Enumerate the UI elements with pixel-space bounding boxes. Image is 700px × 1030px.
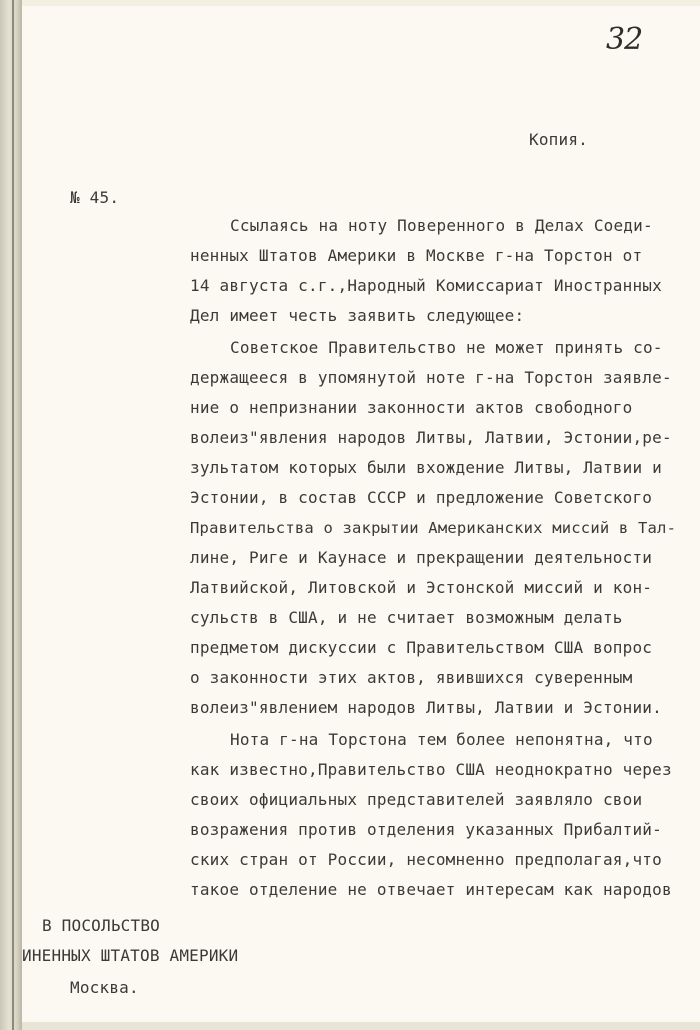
- body-line: такое отделение не отвечает интересам как народов: [190, 880, 672, 899]
- body-line: ненных Штатов Америки в Москве г-на Торстон от: [190, 246, 643, 265]
- body-line: предметом дискуссии с Правительством США вопрос: [190, 638, 653, 657]
- body-line: Советское Правительство не может принять со-: [230, 338, 663, 357]
- body-line: Нота г-на Торстона тем более непонятна, что: [230, 730, 653, 749]
- body-line: Эстонии, в состав СССР и предложение Советского: [190, 488, 653, 507]
- handwritten-page-number: 32: [606, 22, 643, 57]
- binding-line: [12, 0, 14, 1030]
- body-line: сульств в США, и не считает возможным делать: [190, 608, 623, 627]
- body-line: волеиз"явления народов Литвы, Латвии, Эстонии,ре-: [190, 428, 672, 447]
- binding-edge: [0, 0, 22, 1030]
- body-line: лине, Риге и Каунасе и прекращении деятельности: [190, 548, 653, 567]
- body-line: держащееся в упомянутой ноте г-на Торстон заявле-: [190, 368, 672, 387]
- body-line: волеиз"явлением народов Литвы, Латвии и Эстонии.: [190, 698, 662, 717]
- address-line-country: ИНЕННЫХ ШТАТОВ АМЕРИКИ: [22, 946, 239, 965]
- body-line: Латвийской, Литовской и Эстонской миссий и кон-: [190, 578, 653, 597]
- body-line: ние о непризнании законности актов свободного: [190, 398, 633, 417]
- body-line: как известно,Правительство США неоднократно через: [190, 760, 672, 779]
- body-line: Ссылаясь на ноту Поверенного в Делах Соеди-: [230, 216, 653, 235]
- document-number: № 45.: [70, 188, 120, 207]
- address-line-city: Москва.: [70, 978, 139, 997]
- body-line: зультатом которых были вхождение Литвы, Латвии и: [190, 458, 662, 477]
- body-line: Дел имеет честь заявить следующее:: [190, 306, 525, 325]
- page-bottom-edge: [22, 1022, 700, 1030]
- body-line: ских стран от России, несомненно предполагая,что: [190, 850, 662, 869]
- body-line: о законности этих актов, явившихся суверенным: [190, 668, 633, 687]
- body-line: Правительства о закрытии Американских миссий в Тал-: [190, 519, 677, 537]
- body-line: своих официальных представителей заявляло свои: [190, 790, 643, 809]
- copy-label: Копия.: [529, 130, 588, 149]
- body-line: 14 августа с.г.,Народный Комиссариат Иностранных: [190, 276, 662, 295]
- address-line-embassy: В ПОСОЛЬСТВО: [42, 916, 160, 935]
- body-line: возражения против отделения указанных Прибалтий-: [190, 820, 662, 839]
